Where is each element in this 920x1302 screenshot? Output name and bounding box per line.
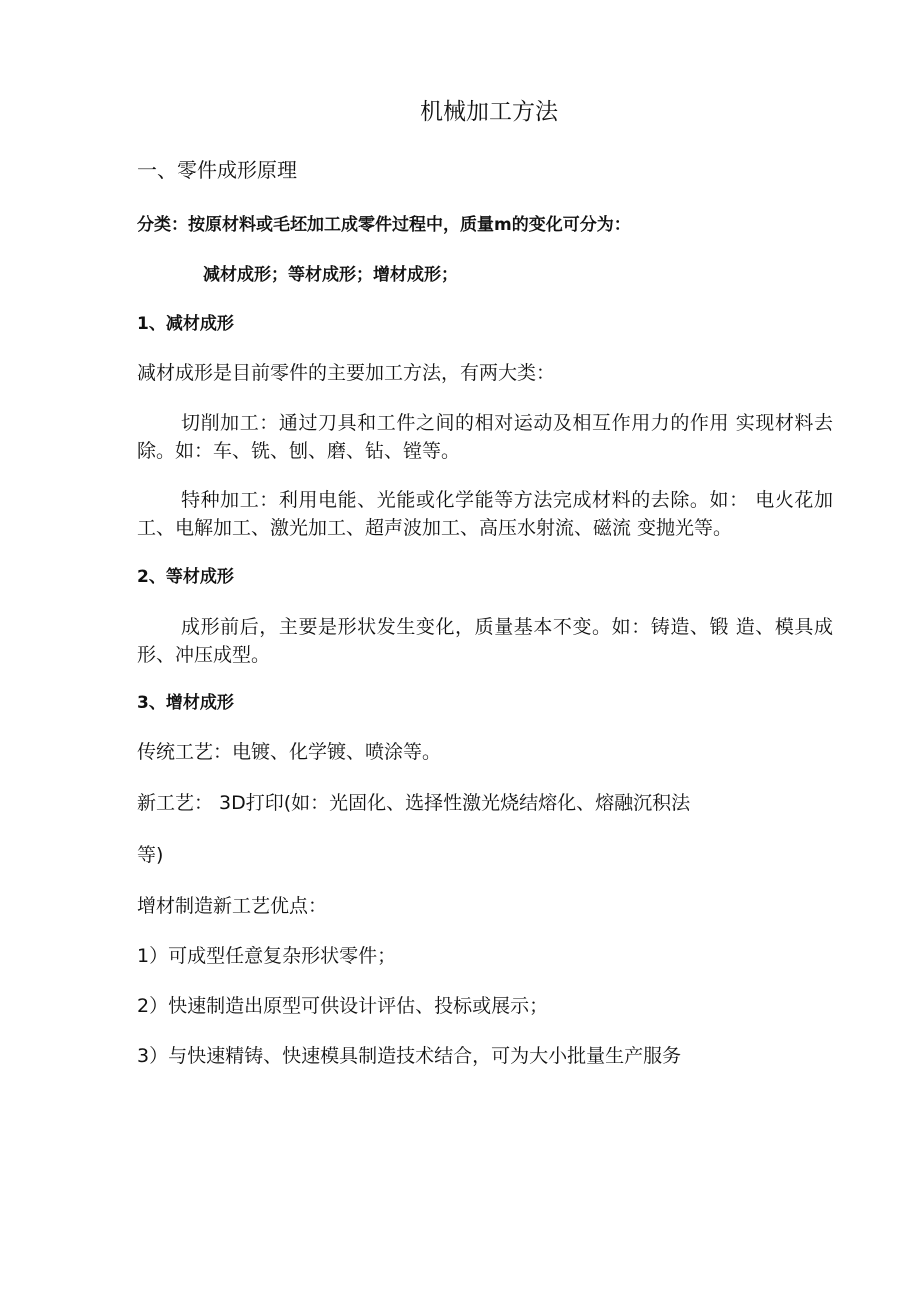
special-machining-paragraph: 特种加工：利用电能、光能或化学能等方法完成材料的去除。如： 电火花加工、电解加工、激光加工、超声波加工、高压水射流、磁流 变抛光等。 bbox=[137, 489, 833, 539]
subsection-heading-subtractive: 1、减材成形 bbox=[137, 314, 234, 334]
section-heading: 一、零件成形原理 bbox=[137, 158, 297, 182]
subtractive-intro: 减材成形是目前零件的主要加工方法，有两大类： bbox=[137, 362, 556, 384]
equal-forming-paragraph: 成形前后，主要是形状发生变化，质量基本不变。如：铸造、锻 造、模具成形、冲压成型。 bbox=[137, 616, 833, 666]
subsection-heading-equal: 2、等材成形 bbox=[137, 567, 234, 587]
classification-text: 分类：按原材料或毛坯加工成零件过程中，质量m的变化可分为： bbox=[137, 215, 631, 235]
cutting-paragraph: 切削加工：通过刀具和工件之间的相对运动及相互作用力的作用 实现材料去除。如：车、铣、刨、磨、钻、镗等。 bbox=[137, 412, 833, 462]
list-item: 2）快速制造出原型可供设计评估、投标或展示； bbox=[137, 995, 549, 1017]
classification-types: 减材成形；等材成形；增材成形； bbox=[203, 265, 458, 285]
advantages-heading: 增材制造新工艺优点： bbox=[137, 895, 328, 917]
new-process-text-line1: 新工艺： 3D打印(如：光固化、选择性激光烧结熔化、熔融沉积法 bbox=[137, 792, 691, 814]
document-title: 机械加工方法 bbox=[420, 99, 558, 125]
new-process-text-line2: 等) bbox=[137, 844, 164, 866]
subsection-heading-additive: 3、增材成形 bbox=[137, 693, 234, 713]
list-item: 1）可成型任意复杂形状零件； bbox=[137, 945, 397, 967]
traditional-process-text: 传统工艺：电镀、化学镀、喷涂等。 bbox=[137, 741, 442, 763]
list-item: 3）与快速精铸、快速模具制造技术结合，可为大小批量生产服务 bbox=[137, 1045, 682, 1067]
